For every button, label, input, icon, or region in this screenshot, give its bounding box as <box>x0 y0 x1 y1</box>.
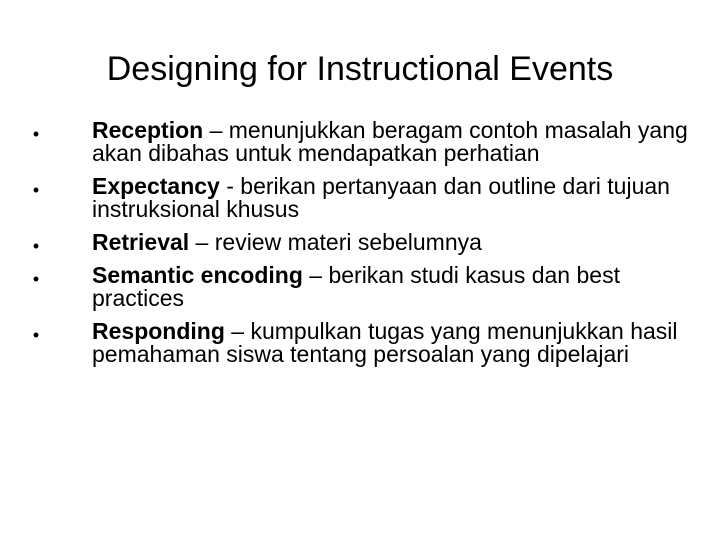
bullet-dot-icon: • <box>32 236 40 256</box>
bullet-text: – berikan studi kasus dan best practices <box>92 262 620 311</box>
bullet-item-reception <box>30 119 690 165</box>
slide-title: Designing for Instructional Events <box>106 50 614 88</box>
bullet-item-responding <box>30 320 690 366</box>
bullet-dot-icon: • <box>32 325 40 345</box>
bullet-item-retrieval <box>30 231 690 254</box>
bullet-term: Retrieval <box>92 229 190 255</box>
bullet-text: – menunjukkan beragam contoh masalah yang akan dibahas untuk mendapatkan perhatian <box>92 117 688 166</box>
bullet-text: – review materi sebelumnya <box>189 229 482 255</box>
bullet-term: Responding <box>92 318 225 344</box>
bullet-dot-icon: • <box>32 269 40 289</box>
bullet-term: Expectancy <box>92 173 220 199</box>
bullet-term: Semantic encoding <box>92 262 303 288</box>
bullet-dot-icon: • <box>32 180 40 200</box>
bullet-text: – kumpulkan tugas yang menunjukkan hasil pemahaman siswa tentang persoalan yang dipelajari <box>92 318 678 367</box>
bullet-list <box>30 119 690 376</box>
bullet-dot-icon: • <box>32 124 40 144</box>
bullet-term: Reception <box>92 117 204 143</box>
bullet-item-expectancy <box>30 175 690 221</box>
bullet-text: - berikan pertanyaan dan outline dari tujuan instruksional khusus <box>92 173 670 222</box>
bullet-item-semantic-encoding <box>30 264 690 310</box>
